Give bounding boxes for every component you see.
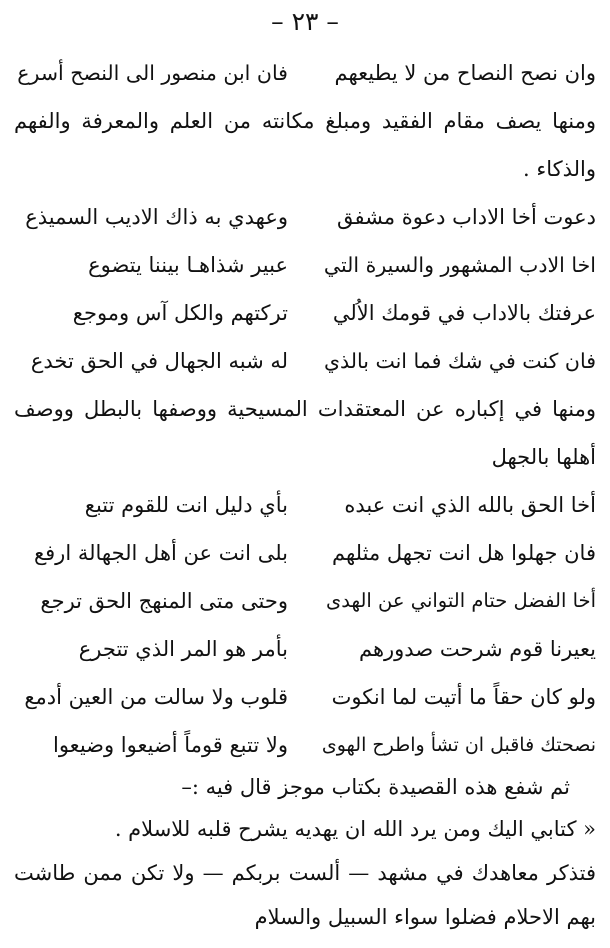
verse-first-hemistich: يعيرنا قوم شرحت صدورهم <box>358 637 596 661</box>
letter-line: فتذكر معاهدك في مشهد — ألست بربكم — ولا تكن ممن طاشت <box>14 861 596 885</box>
letter-line: بهم الاحلام فضلوا سواء السبيل والسلام <box>254 905 596 929</box>
verse-second-hemistich: بأمر هو المر الذي تتجرع <box>78 637 288 661</box>
verse-second-hemistich: تركتهم والكل آس وموجع <box>72 301 288 325</box>
prose-line: ومنها يصف مقام الفقيد ومبلغ مكانته من العلم والمعرفة والفهم <box>14 109 596 133</box>
verse-line <box>0 532 610 574</box>
verse-line <box>0 580 610 622</box>
verse-first-hemistich: أخا الحق بالله الذي انت عبده <box>344 493 596 517</box>
verse-line <box>0 676 610 718</box>
prose-line: والذكاء . <box>522 157 596 181</box>
verse-line <box>0 292 610 334</box>
verse-second-hemistich: له شبه الجهال في الحق تخدع <box>30 349 288 373</box>
verse-second-hemistich: وعهدي به ذاك الاديب السميذع <box>25 205 288 229</box>
letter-line: « كتابي اليك ومن يرد الله ان يهديه يشرح قلبه للاسلام . <box>114 817 596 841</box>
verse-line <box>0 52 610 94</box>
verse-line <box>0 484 610 526</box>
verse-second-hemistich: عبير شذاهـا بيننا يتضوع <box>88 253 288 277</box>
prose-line: ومنها في إكباره عن المعتقدات المسيحية ووصفها بالبطل ووصف <box>14 397 596 421</box>
verse-first-hemistich: فان جهلوا هل انت تجهل مثلهم <box>332 541 596 565</box>
verse-first-hemistich: نصحتك فاقبل ان تشأ واطرح الهوى <box>321 734 596 756</box>
verse-first-hemistich: ولو كان حقاً ما أتيت لما انكوت <box>331 685 596 709</box>
verse-second-hemistich: بأي دليل انت للقوم تتبع <box>84 493 288 517</box>
verse-line <box>0 244 610 286</box>
verse-line <box>0 724 610 766</box>
verse-second-hemistich: قلوب ولا سالت من العين أدمع <box>24 685 288 709</box>
verse-second-hemistich: وحتى متى المنهج الحق ترجع <box>40 589 288 613</box>
verse-first-hemistich: وان نصح النصاح من لا يطيعهم <box>334 61 596 85</box>
verse-first-hemistich: أخا الفضل حتام التواني عن الهدى <box>325 589 596 612</box>
verse-first-hemistich: فان كنت في شك فما انت بالذي <box>323 349 596 373</box>
prose-line: أهلها بالجهل <box>491 445 596 469</box>
verse-first-hemistich: دعوت أخا الاداب دعوة مشفق <box>336 205 596 229</box>
verse-line <box>0 628 610 670</box>
verse-second-hemistich: فان ابن منصور الى النصح أسرع <box>17 61 288 85</box>
verse-line <box>0 196 610 238</box>
verse-second-hemistich: بلى انت عن أهل الجهالة ارفع <box>33 541 288 565</box>
page-number: – ٢٣ – <box>271 7 339 36</box>
verse-first-hemistich: اخا الادب المشهور والسيرة التي <box>323 253 596 277</box>
verse-first-hemistich: عرفتك بالاداب في قومك الاُلي <box>332 301 596 325</box>
verse-second-hemistich: ولا تتبع قوماً أضيعوا وضيعوا <box>53 733 288 757</box>
prose-line: ثم شفع هذه القصيدة بكتاب موجز قال فيه :– <box>181 775 570 799</box>
verse-line <box>0 340 610 382</box>
